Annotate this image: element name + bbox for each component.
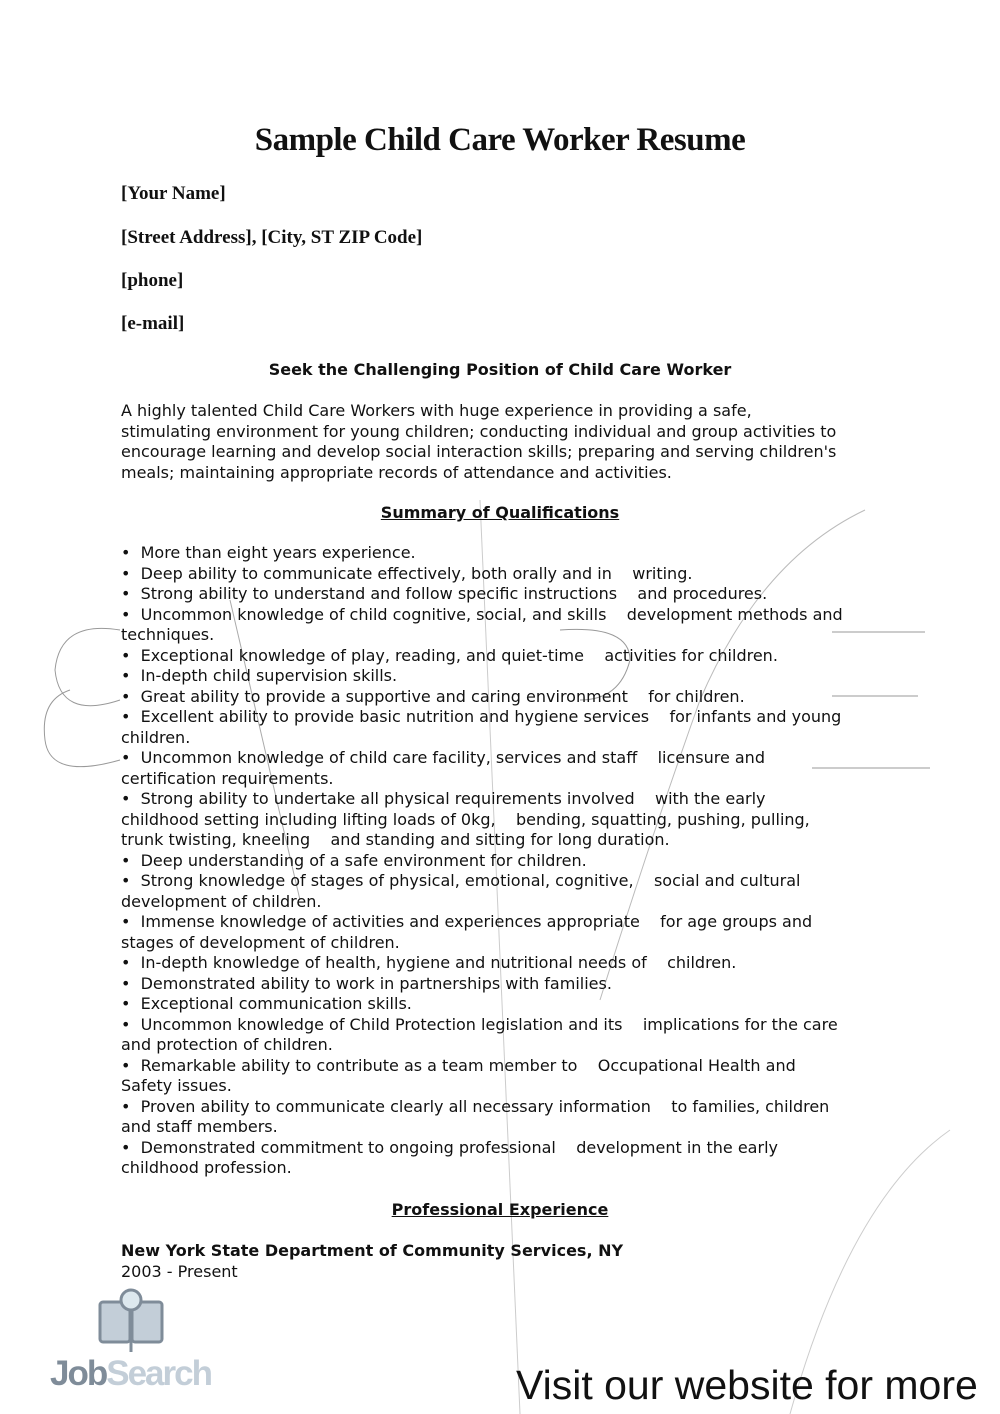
qualification-line: • Uncommon knowledge of Child Protection legislation and its implications for the care	[121, 1014, 838, 1034]
qualification-line: • Uncommon knowledge of child care facility, services and staff licensure and	[121, 748, 765, 767]
summary-line: encourage learning and develop social interaction skills; preparing and serving children's	[121, 442, 837, 462]
logo-text-job: Job	[50, 1354, 107, 1393]
contact-name: [Your Name]	[121, 183, 226, 204]
qualification-item	[121, 1015, 921, 1056]
qualification-item	[121, 871, 921, 912]
qualification-line: • Deep understanding of a safe environment for children.	[121, 850, 587, 870]
qualification-item	[121, 1138, 921, 1179]
qualification-line: • Great ability to provide a supportive and caring environment for children.	[121, 686, 745, 706]
qualification-item	[121, 543, 921, 564]
qualification-line: and protection of children.	[121, 1035, 333, 1054]
employment-dates: 2003 - Present	[121, 1261, 238, 1281]
experience-entry	[121, 1241, 623, 1282]
qualification-line: • Strong knowledge of stages of physical, emotional, cognitive, social and cultural	[121, 871, 801, 890]
qualification-line: • Exceptional knowledge of play, reading, and quiet-time activities for children.	[121, 645, 778, 665]
qualification-line: • Deep ability to communicate effectively, both orally and in writing.	[121, 563, 693, 583]
qualification-line: • Proven ability to communicate clearly all necessary information to families, children	[121, 1096, 830, 1116]
page-title: Sample Child Care Worker Resume	[254, 122, 746, 158]
qualification-item	[121, 666, 921, 687]
jobsearch-logo	[50, 1288, 220, 1394]
objective-heading: Seek the Challenging Position of Child Care Worker	[268, 360, 732, 379]
qualification-line: • Immense knowledge of activities and experiences appropriate for age groups and	[121, 912, 813, 931]
qualification-item	[121, 584, 921, 605]
qualification-line: development of children.	[121, 891, 322, 911]
qualification-line: and staff members.	[121, 1117, 278, 1136]
qualification-item	[121, 1056, 921, 1097]
qualification-line: children.	[121, 727, 191, 747]
qualification-line: • Strong ability to understand and follow specific instructions and procedures.	[121, 584, 768, 603]
qualification-item	[121, 851, 921, 872]
experience-heading: Professional Experience	[391, 1200, 609, 1219]
qualification-line: • In-depth child supervision skills.	[121, 666, 398, 685]
qualification-item	[121, 707, 921, 748]
qualification-line: Safety issues.	[121, 1076, 232, 1095]
qualification-item	[121, 646, 921, 667]
qualification-line: trunk twisting, kneeling and standing and sitting for long duration.	[121, 830, 670, 849]
qualification-item	[121, 974, 921, 995]
qualification-line: • More than eight years experience.	[121, 543, 416, 562]
qualifications-heading: Summary of Qualifications	[380, 503, 620, 522]
summary-line: A highly talented Child Care Workers with huge experience in providing a safe,	[121, 401, 752, 420]
qualification-line: • In-depth knowledge of health, hygiene and nutritional needs of children.	[121, 953, 737, 972]
summary-line: meals; maintaining appropriate records of attendance and activities.	[121, 462, 672, 482]
qualification-line: techniques.	[121, 625, 215, 644]
qualification-item	[121, 994, 921, 1015]
qualification-item	[121, 748, 921, 789]
qualifications-list	[121, 543, 921, 1179]
qualification-item	[121, 1097, 921, 1138]
contact-email: [e-mail]	[121, 313, 185, 334]
book-magnifier-icon	[96, 1288, 216, 1354]
qualification-item	[121, 605, 921, 646]
contact-phone: [phone]	[121, 270, 184, 291]
logo-text-search: Search	[106, 1354, 211, 1393]
qualification-line: • Excellent ability to provide basic nutrition and hygiene services for infants and young	[121, 707, 842, 726]
qualification-item	[121, 953, 921, 974]
qualification-line: • Exceptional communication skills.	[121, 994, 412, 1013]
qualification-line: • Demonstrated commitment to ongoing professional development in the early	[121, 1137, 778, 1157]
qualification-line: childhood profession.	[121, 1158, 292, 1177]
contact-address: [Street Address], [City, ST ZIP Code]	[121, 227, 423, 248]
visit-website-banner[interactable]: Visit our website for more	[516, 1362, 978, 1408]
qualification-item	[121, 564, 921, 585]
qualification-item	[121, 912, 921, 953]
summary-paragraph	[121, 401, 901, 483]
qualification-line: childhood setting including lifting loads of 0kg, bending, squatting, pushing, pulling,	[121, 809, 810, 829]
qualification-line: stages of development of children.	[121, 932, 400, 952]
qualification-item	[121, 789, 921, 851]
qualification-line: • Uncommon knowledge of child cognitive, social, and skills development methods and	[121, 604, 843, 624]
employer: New York State Department of Community Services, NY	[121, 1241, 624, 1260]
summary-line: stimulating environment for young children; conducting individual and group activities to	[121, 421, 837, 441]
qualification-line: • Strong ability to undertake all physical requirements involved with the early	[121, 789, 766, 808]
qualification-item	[121, 687, 921, 708]
qualification-line: • Remarkable ability to contribute as a team member to Occupational Health and	[121, 1055, 796, 1075]
qualification-line: certification requirements.	[121, 768, 334, 788]
qualification-line: • Demonstrated ability to work in partnerships with families.	[121, 973, 612, 993]
